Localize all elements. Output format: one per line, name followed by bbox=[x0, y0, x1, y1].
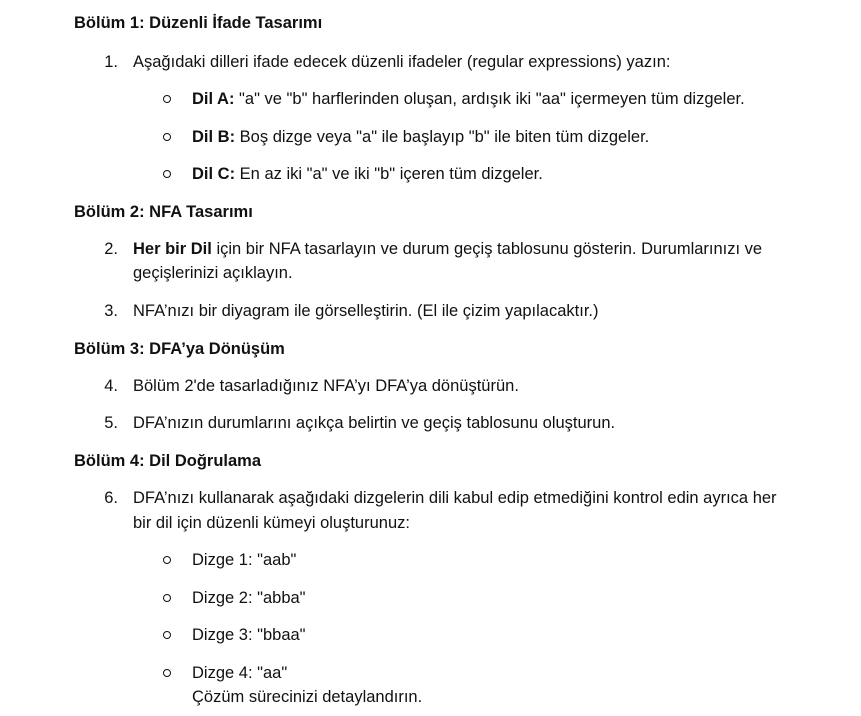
list-item-dizge-4: Dizge 4: "aa" bbox=[192, 664, 288, 682]
section-2-title: Bölüm 2: NFA Tasarımı bbox=[74, 203, 253, 221]
question-3-text: NFA’nızı bir diyagram ile görselleştirin. (El ile çizim yapılacaktır.) bbox=[133, 302, 599, 320]
bullet-icon bbox=[163, 624, 173, 634]
list-item-dil-c bbox=[192, 163, 543, 185]
question-2-text: için bir NFA tasarlayın ve durum geçiş tablosunu gösterin. Durumlarınızı ve bbox=[211, 240, 763, 258]
question-4-text: Bölüm 2'de tasarladığınız NFA’yı DFA’ya dönüştürün. bbox=[133, 377, 519, 395]
dil-c-text: En az iki "a" ve iki "b" içeren tüm dizgeler. bbox=[235, 165, 543, 183]
question-2-number: 2. bbox=[104, 240, 118, 258]
question-2-line-1 bbox=[133, 238, 762, 260]
question-3-number: 3. bbox=[104, 302, 118, 320]
question-2-bold: Her bir Dil bbox=[133, 240, 212, 258]
bullet-icon bbox=[163, 549, 173, 559]
question-4-number: 4. bbox=[104, 377, 118, 395]
list-item-dil-a bbox=[192, 88, 745, 110]
question-6-line-1: DFA’nızı kullanarak aşağıdaki dizgelerin dili kabul edip etmediğini kontrol edin ayrıca her bbox=[133, 489, 777, 507]
list-item-dizge-2: Dizge 2: "abba" bbox=[192, 589, 306, 607]
question-6-number: 6. bbox=[104, 489, 118, 507]
dil-a-label: Dil A: bbox=[192, 90, 235, 108]
dil-a-text: "a" ve "b" harflerinden oluşan, ardışık iki "aa" içermeyen tüm dizgeler. bbox=[234, 90, 745, 108]
dil-c-label: Dil C: bbox=[192, 165, 236, 183]
list-item-dil-b bbox=[192, 126, 649, 148]
question-6-line-2: bir dil için düzenli kümeyi oluşturunuz: bbox=[133, 514, 410, 532]
question-1-number: 1. bbox=[104, 53, 118, 71]
section-3-title: Bölüm 3: DFA’ya Dönüşüm bbox=[74, 340, 285, 358]
bullet-icon bbox=[163, 88, 173, 98]
list-item-dizge-3: Dizge 3: "bbaa" bbox=[192, 626, 306, 644]
bullet-icon bbox=[163, 126, 173, 136]
question-5-text: DFA’nızın durumlarını açıkça belirtin ve geçiş tablosunu oluşturun. bbox=[133, 414, 616, 432]
question-5-number: 5. bbox=[104, 414, 118, 432]
section-1-title: Bölüm 1: Düzenli İfade Tasarımı bbox=[74, 14, 323, 32]
section-4-title: Bölüm 4: Dil Doğrulama bbox=[74, 452, 262, 470]
question-1-text: Aşağıdaki dilleri ifade edecek düzenli ifadeler (regular expressions) yazın: bbox=[133, 53, 671, 71]
closing-text: Çözüm sürecinizi detaylandırın. bbox=[192, 688, 423, 706]
bullet-icon bbox=[163, 163, 173, 173]
list-item-dizge-1: Dizge 1: "aab" bbox=[192, 551, 297, 569]
dil-b-text: Boş dizge veya "a" ile başlayıp "b" ile biten tüm dizgeler. bbox=[235, 128, 650, 146]
bullet-icon bbox=[163, 587, 173, 597]
bullet-icon bbox=[163, 662, 173, 672]
dil-b-label: Dil B: bbox=[192, 128, 236, 146]
question-2-line-2: geçişlerinizi açıklayın. bbox=[133, 264, 293, 282]
